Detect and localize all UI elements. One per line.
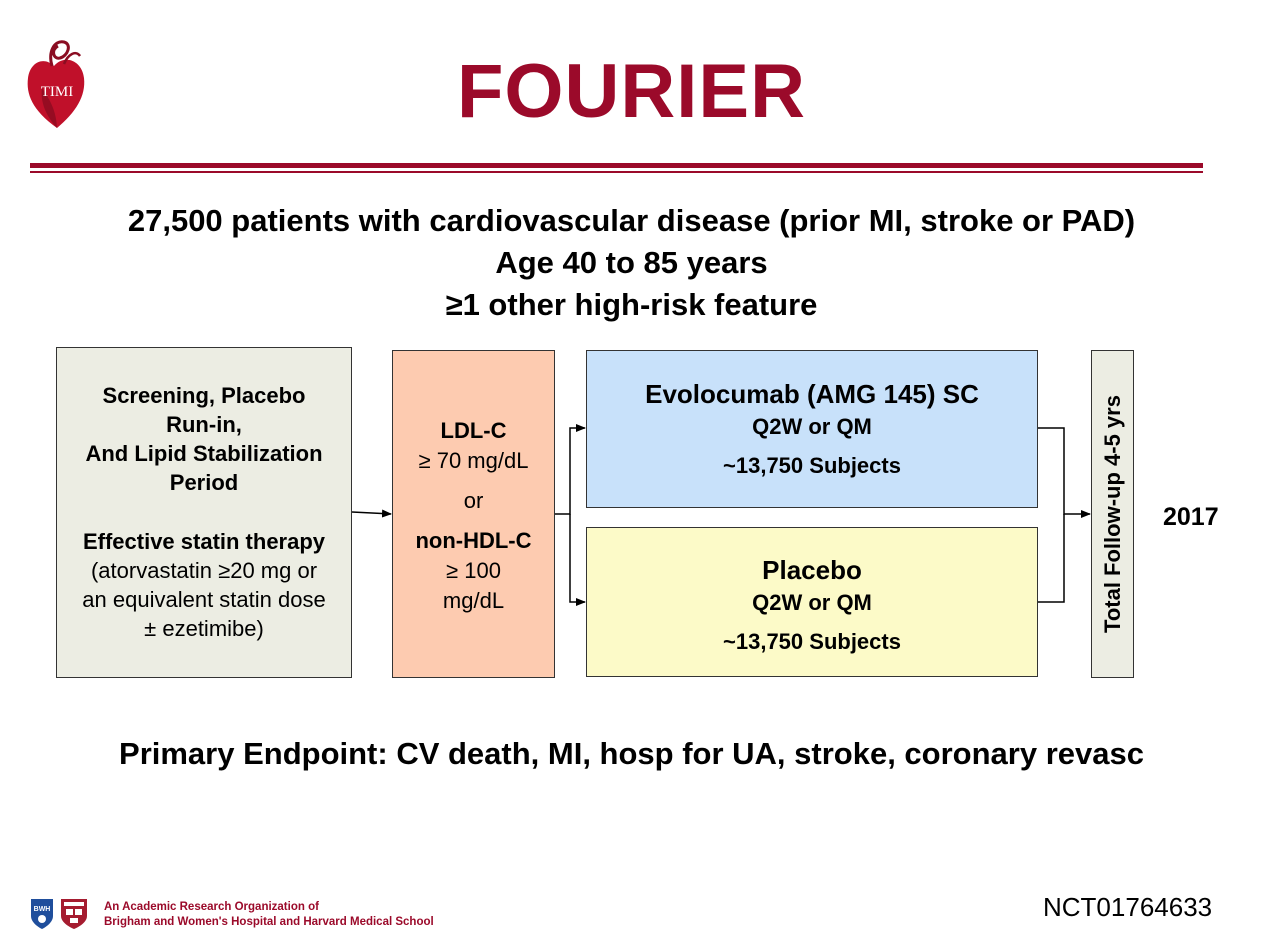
harvard-shield-icon	[60, 898, 88, 930]
statin-title: Effective statin therapy	[82, 529, 326, 554]
bwh-shield-icon	[30, 898, 54, 930]
population-line-3: ≥1 other high-risk feature	[445, 287, 818, 322]
statin-line-3: ± ezetimibe)	[144, 616, 264, 641]
criteria-or: or	[463, 488, 484, 513]
statin-line-2: an equivalent statin dose	[82, 587, 326, 612]
placebo-dosing: Q2W or QM	[752, 590, 872, 615]
primary-endpoint: Primary Endpoint: CV death, MI, hosp for UA, stroke, coronary revasc	[119, 736, 1144, 771]
organization-caption	[104, 900, 434, 930]
screening-line-3: And Lipid Stabilization	[85, 441, 323, 466]
arrow-criteria-to-evolocumab	[555, 428, 585, 514]
ldl-value: ≥ 70 mg/dL	[418, 448, 529, 473]
population-line-1: 27,500 patients with cardiovascular disease (prior MI, stroke or PAD)	[127, 203, 1136, 238]
evolocumab-name: Evolocumab (AMG 145) SC	[645, 379, 979, 409]
trial-registration-id: NCT01764633	[1043, 892, 1213, 922]
evolocumab-subjects: ~13,750 Subjects	[723, 453, 901, 478]
arrow-criteria-to-placebo	[570, 514, 585, 602]
evolocumab-arm-box	[586, 350, 1038, 508]
nonhdl-value-2: mg/dL	[442, 588, 505, 613]
followup-label: Total Follow-up 4-5 yrs	[1099, 395, 1125, 633]
ldl-label: LDL-C	[440, 418, 507, 443]
screening-line-2: Run-in,	[166, 412, 242, 437]
arrow-placebo-to-followup	[1038, 514, 1064, 602]
page-title: FOURIER	[457, 49, 806, 134]
screening-line-1: Screening, Placebo	[102, 383, 306, 408]
evolocumab-dosing: Q2W or QM	[752, 414, 872, 439]
screening-line-4: Period	[169, 470, 239, 495]
screening-box	[56, 347, 352, 678]
placebo-name: Placebo	[762, 555, 862, 585]
arrow-screening-to-criteria	[352, 512, 391, 514]
completion-year: 2017	[1163, 503, 1219, 531]
nonhdl-label: non-HDL-C	[415, 528, 532, 553]
org-line-1: An Academic Research Organization of	[104, 901, 319, 913]
followup-box	[1091, 350, 1134, 678]
population-line-2: Age 40 to 85 years	[495, 245, 768, 280]
placebo-subjects: ~13,750 Subjects	[723, 629, 901, 654]
statin-line-1: (atorvastatin ≥20 mg or	[90, 558, 318, 583]
timi-logo-text: TIMI	[40, 84, 74, 100]
nonhdl-value-1: ≥ 100	[446, 558, 501, 583]
arrow-evolocumab-to-followup	[1038, 428, 1090, 514]
lipid-criteria-box	[392, 350, 555, 678]
org-line-2: Brigham and Women's Hospital and Harvard Medical School	[104, 916, 434, 928]
bwh-badge-text: BWH	[33, 906, 51, 913]
placebo-arm-box	[586, 527, 1038, 677]
